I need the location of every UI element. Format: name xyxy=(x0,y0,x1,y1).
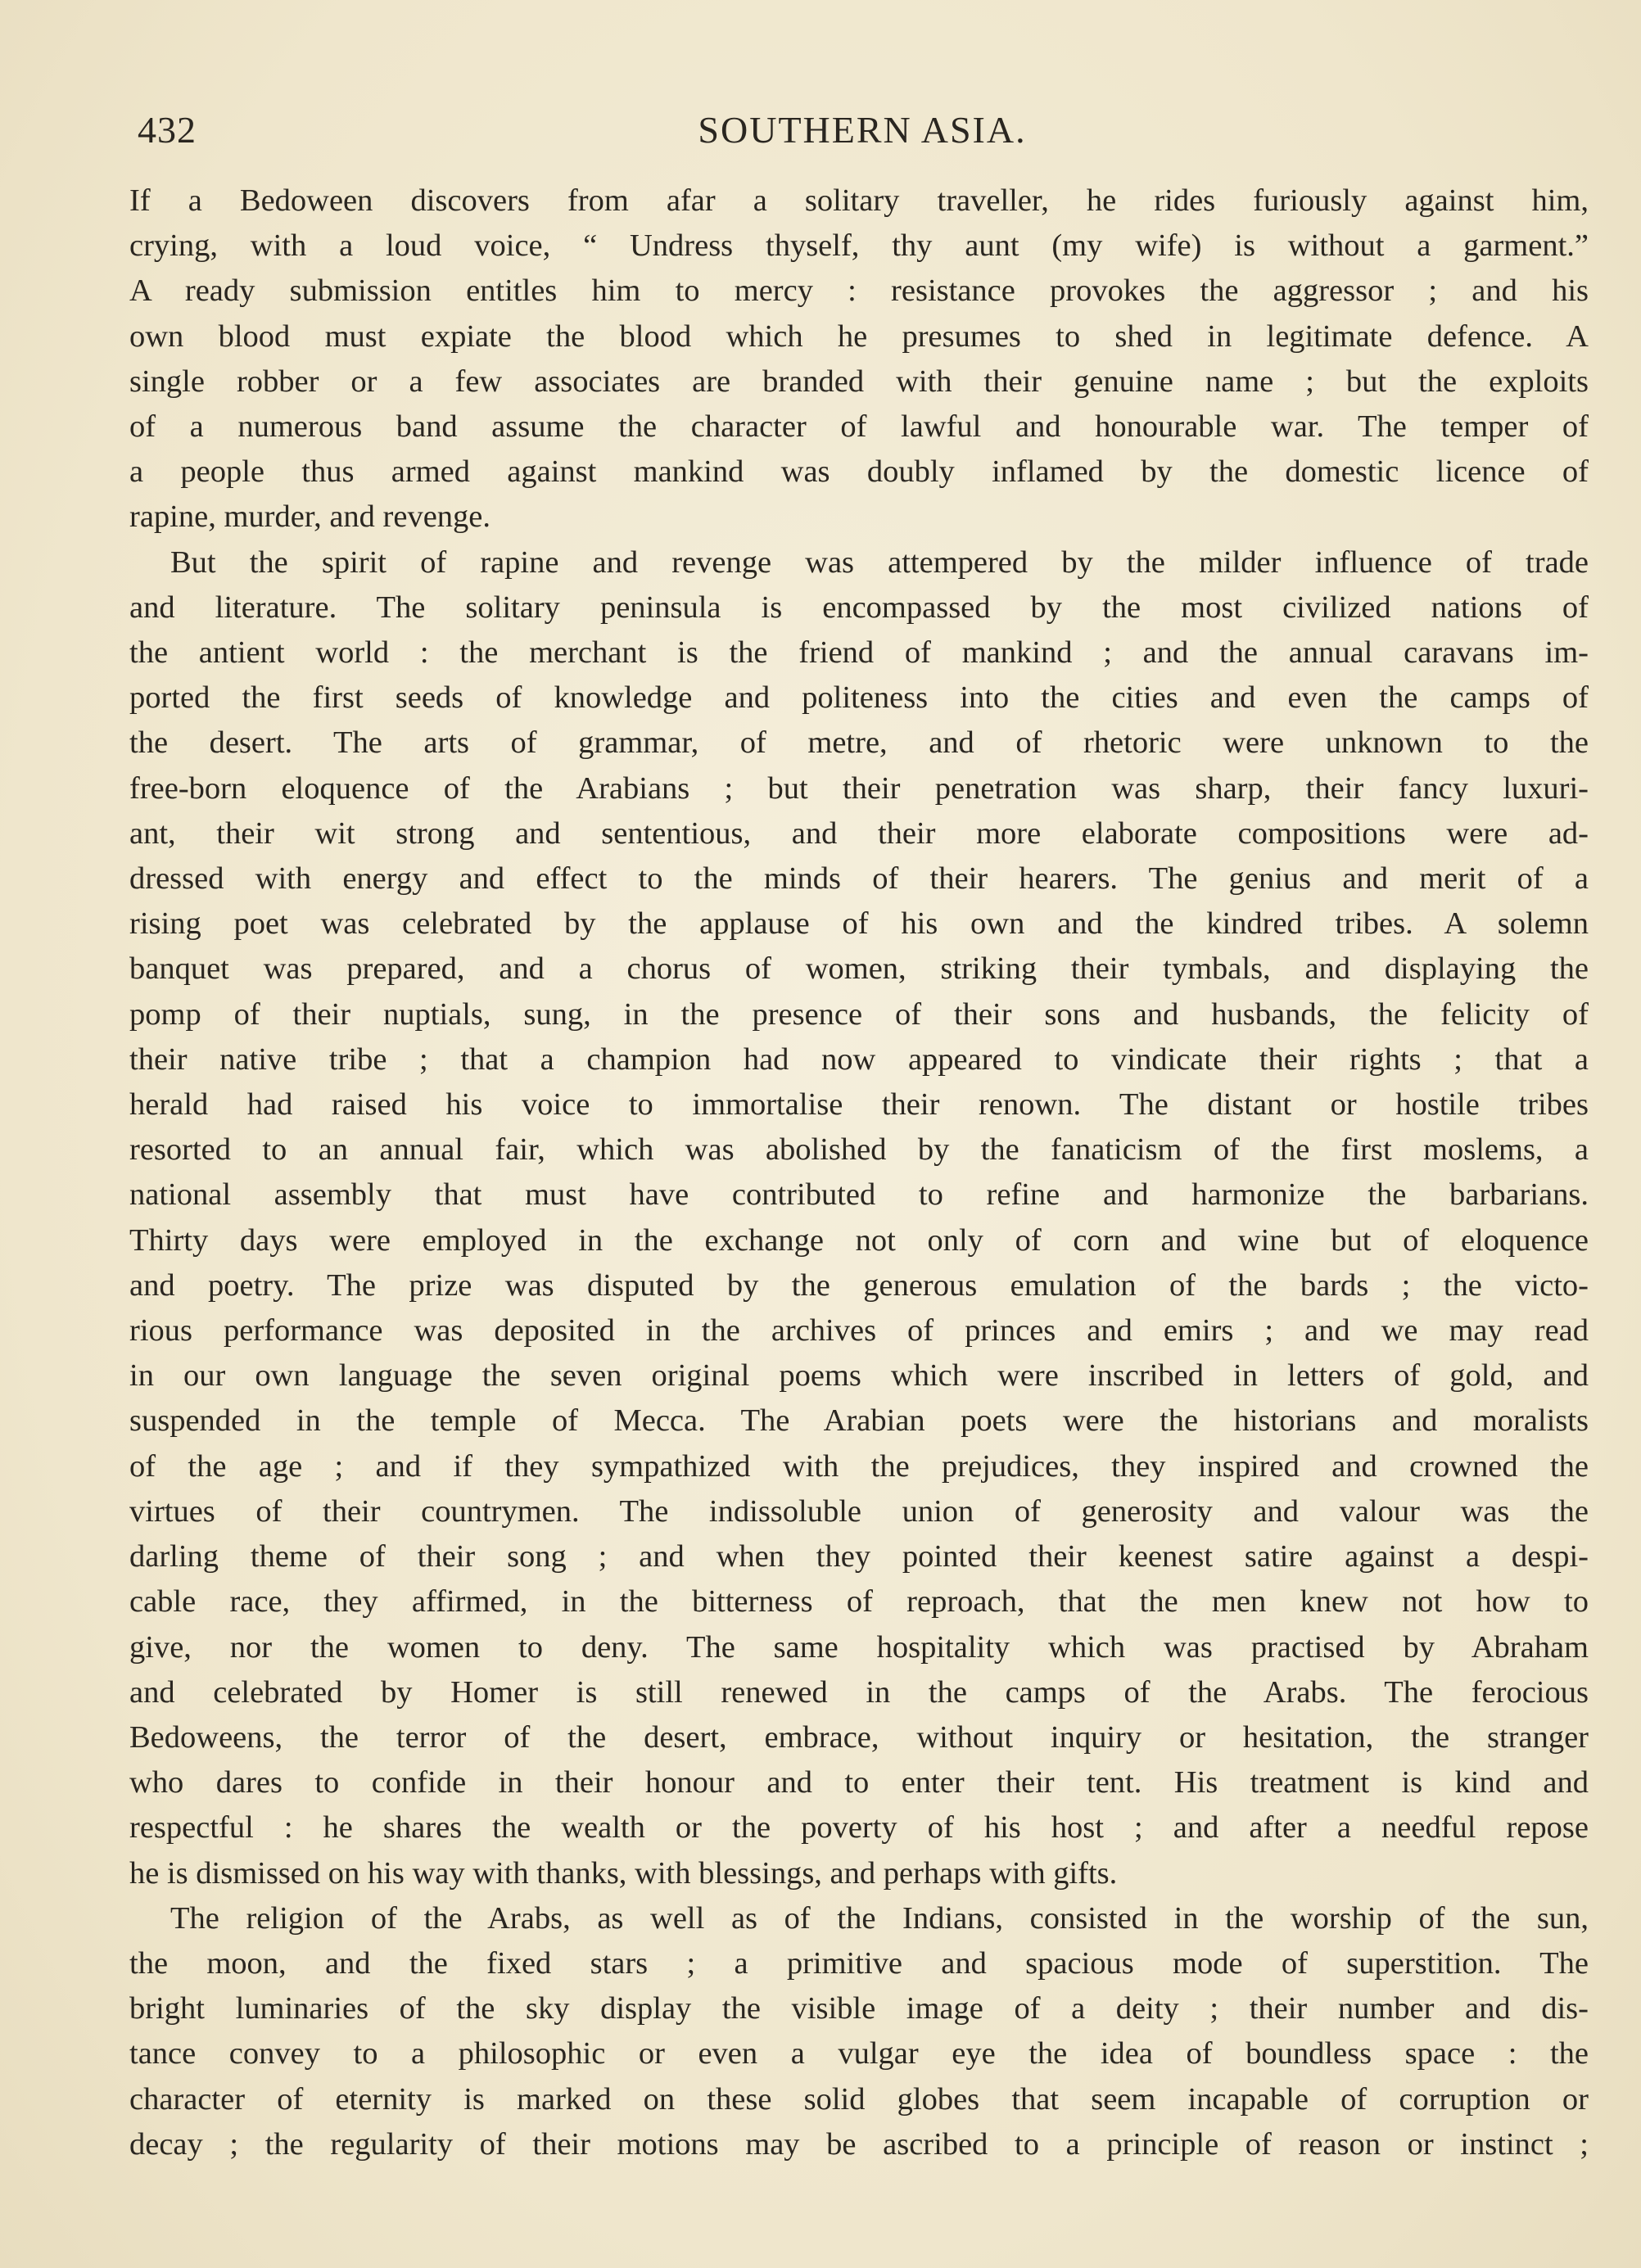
text-line: who dares to confide in their honour and to enter their tent. His treatment is kind and xyxy=(129,1765,1589,1800)
text-line: crying, with a loud voice, “ Undress thyself, thy aunt (my wife) is without a garment.” xyxy=(129,228,1589,264)
text-line: banquet was prepared, and a chorus of women, striking their tymbals, and displaying the xyxy=(129,951,1589,987)
text-line: A ready submission entitles him to mercy : resistance provokes the aggressor ; and his xyxy=(129,273,1589,309)
text-line: free-born eloquence of the Arabians ; but their penetration was sharp, their fancy luxuri- xyxy=(129,770,1589,806)
text-line: But the spirit of rapine and revenge was attempered by the milder influence of trade xyxy=(170,544,1589,580)
text-line: and poetry. The prize was disputed by the generous emulation of the bards ; the victo- xyxy=(129,1267,1589,1303)
text-line: and literature. The solitary peninsula is encompassed by the most civilized nations of xyxy=(129,590,1589,625)
text-line: pomp of their nuptials, sung, in the presence of their sons and husbands, the felicity of xyxy=(129,996,1589,1032)
text-line: herald had raised his voice to immortalise their renown. The distant or hostile tribes xyxy=(129,1087,1589,1123)
text-line: rapine, murder, and revenge. xyxy=(129,499,491,535)
text-line: he is dismissed on his way with thanks, with blessings, and perhaps with gifts. xyxy=(129,1855,1118,1891)
text-line: Thirty days were employed in the exchange not only of corn and wine but of eloquence xyxy=(129,1222,1589,1258)
text-line: suspended in the temple of Mecca. The Arabian poets were the historians and moralists xyxy=(129,1403,1589,1439)
text-line: ant, their wit strong and sententious, and their more elaborate compositions were ad- xyxy=(129,815,1589,851)
text-line: their native tribe ; that a champion had now appeared to vindicate their rights ; that a xyxy=(129,1041,1589,1077)
page-number: 432 xyxy=(138,109,197,151)
paragraph-3 xyxy=(129,1896,1589,2167)
text-line: respectful : he shares the wealth or the poverty of his host ; and after a needful repose xyxy=(129,1810,1589,1846)
text-line: character of eternity is marked on these solid globes that seem incapable of corruption or xyxy=(129,2081,1589,2117)
page-header xyxy=(138,108,1587,157)
text-line: ported the first seeds of knowledge and politeness into the cities and even the camps of xyxy=(129,680,1589,716)
text-line: If a Bedoween discovers from afar a solitary traveller, he rides furiously against him, xyxy=(129,183,1589,218)
text-line: darling theme of their song ; and when they pointed their keenest satire against a despi- xyxy=(129,1539,1589,1574)
text-line: own blood must expiate the blood which he presumes to shed in legitimate defence. A xyxy=(129,319,1589,354)
text-line: and celebrated by Homer is still renewed in the camps of the Arabs. The ferocious xyxy=(129,1674,1589,1710)
text-line: of the age ; and if they sympathized with the prejudices, they inspired and crowned the xyxy=(129,1448,1589,1484)
text-line: The religion of the Arabs, as well as of the Indians, consisted in the worship of the sun, xyxy=(170,1900,1589,1936)
text-line: of a numerous band assume the character of lawful and honourable war. The temper of xyxy=(129,409,1589,445)
text-line: in our own language the seven original poems which were inscribed in letters of gold, and xyxy=(129,1358,1589,1394)
text-line: tance convey to a philosophic or even a vulgar eye the idea of boundless space : the xyxy=(129,2036,1589,2071)
text-line: resorted to an annual fair, which was abolished by the fanaticism of the first moslems, a xyxy=(129,1132,1589,1168)
text-line: dressed with energy and effect to the minds of their hearers. The genius and merit of a xyxy=(129,861,1589,897)
text-line: the antient world : the merchant is the friend of mankind ; and the annual caravans im- xyxy=(129,635,1589,671)
text-line: cable race, they affirmed, in the bitterness of reproach, that the men knew not how to xyxy=(129,1584,1589,1620)
text-line: rising poet was celebrated by the applause of his own and the kindred tribes. A solemn xyxy=(129,906,1589,942)
text-line: the moon, and the fixed stars ; a primitive and spacious mode of superstition. The xyxy=(129,1945,1589,1981)
text-line: rious performance was deposited in the archives of princes and emirs ; and we may read xyxy=(129,1313,1589,1349)
paragraph-2 xyxy=(129,540,1589,1896)
text-line: decay ; the regularity of their motions may be ascribed to a principle of reason or instinct ; xyxy=(129,2126,1589,2162)
body-text xyxy=(129,178,1589,2167)
text-line: virtues of their countrymen. The indissoluble union of generosity and valour was the xyxy=(129,1493,1589,1529)
text-line: a people thus armed against mankind was doubly inflamed by the domestic licence of xyxy=(129,454,1589,490)
text-line: Bedoweens, the terror of the desert, embrace, without inquiry or hesitation, the stranger xyxy=(129,1719,1589,1755)
text-line: give, nor the women to deny. The same hospitality which was practised by Abraham xyxy=(129,1629,1589,1665)
text-line: bright luminaries of the sky display the visible image of a deity ; their number and dis- xyxy=(129,1991,1589,2026)
paragraph-1 xyxy=(129,178,1589,540)
text-line: the desert. The arts of grammar, of metre, and of rhetoric were unknown to the xyxy=(129,725,1589,761)
running-head: SOUTHERN ASIA. xyxy=(698,109,1027,151)
text-line: single robber or a few associates are branded with their genuine name ; but the exploits xyxy=(129,364,1589,399)
text-line: national assembly that must have contributed to refine and harmonize the barbarians. xyxy=(129,1177,1589,1213)
